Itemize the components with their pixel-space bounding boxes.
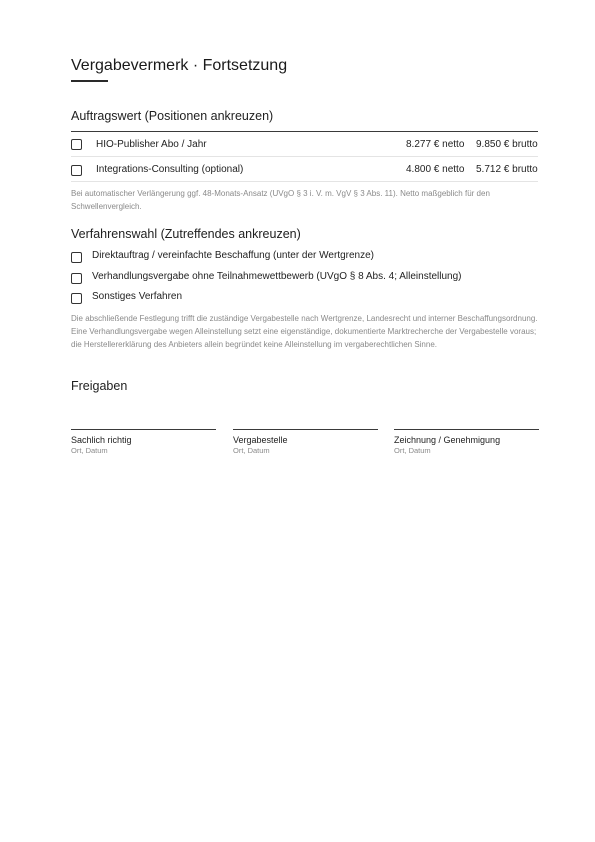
auftragswert-note: Bei automatischer Verlängerung ggf. 48-Monats-Ansatz (UVgO § 3 i. V. m. VgV § 3 Abs. 11). Netto maßgeblich für den Schwellenvergleich. xyxy=(71,189,490,211)
row-divider xyxy=(71,181,538,182)
verfahren-checkbox[interactable] xyxy=(71,293,82,304)
verfahren-checkbox[interactable] xyxy=(71,252,82,263)
position-netto: 4.800 € netto xyxy=(406,164,465,175)
position-brutto: 5.712 € brutto xyxy=(476,164,538,175)
row-divider xyxy=(71,156,538,157)
signature-sublabel: Ort, Datum xyxy=(233,446,270,455)
title-underline xyxy=(71,80,108,82)
signature-field-sachlich[interactable] xyxy=(71,429,216,455)
table-row xyxy=(71,160,545,180)
signature-field-vergabestelle[interactable] xyxy=(233,429,378,455)
verfahren-option-label: Direktauftrag / vereinfachte Beschaffung (unter der Wertgrenze) xyxy=(92,250,374,261)
position-checkbox[interactable] xyxy=(71,139,82,150)
signature-field-genehmigung[interactable] xyxy=(394,429,539,455)
position-netto: 8.277 € netto xyxy=(406,139,465,150)
verfahren-option-label: Verhandlungsvergabe ohne Teilnahmewettbewerb (UVgO § 8 Abs. 4; Alleinstellung) xyxy=(92,271,462,282)
signature-label: Vergabestelle xyxy=(233,435,288,445)
position-label: Integrations-Consulting (optional) xyxy=(96,164,244,175)
page-title: Vergabevermerk · Fortsetzung xyxy=(71,57,288,74)
verfahren-checkbox[interactable] xyxy=(71,273,82,284)
signature-sublabel: Ort, Datum xyxy=(394,446,431,455)
verfahren-note: Die abschließende Festlegung trifft die zuständige Vergabestelle nach Wertgrenze, Landesrecht und interner Beschaffungsordnung. Eine Verhandlungsvergabe wegen Alleinstellung setzt eine eigenständige, dokumentierte Marktrecherche der Vergabestelle voraus; die Herstellererklärung des Anbieters allein begründet keine Alleinstellung im vergaberechtlichen Sinne. xyxy=(71,314,538,349)
signature-line xyxy=(394,429,539,430)
signature-label: Zeichnung / Genehmigung xyxy=(394,435,501,445)
verfahren-option-label: Sonstiges Verfahren xyxy=(92,291,183,302)
signature-line xyxy=(71,429,216,430)
list-item xyxy=(71,291,541,305)
freigaben-heading: Freigaben xyxy=(71,379,128,393)
auftragswert-rule xyxy=(71,131,538,132)
signature-sublabel: Ort, Datum xyxy=(71,446,108,455)
position-checkbox[interactable] xyxy=(71,165,82,176)
signature-line xyxy=(233,429,378,430)
signature-label: Sachlich richtig xyxy=(71,435,132,445)
verfahren-heading: Verfahrenswahl (Zutreffendes ankreuzen) xyxy=(71,227,301,241)
list-item xyxy=(71,250,541,264)
position-brutto: 9.850 € brutto xyxy=(476,139,538,150)
auftragswert-heading: Auftragswert (Positionen ankreuzen) xyxy=(71,109,274,123)
list-item xyxy=(71,271,541,285)
table-row xyxy=(71,135,545,155)
position-label: HIO-Publisher Abo / Jahr xyxy=(96,139,207,150)
